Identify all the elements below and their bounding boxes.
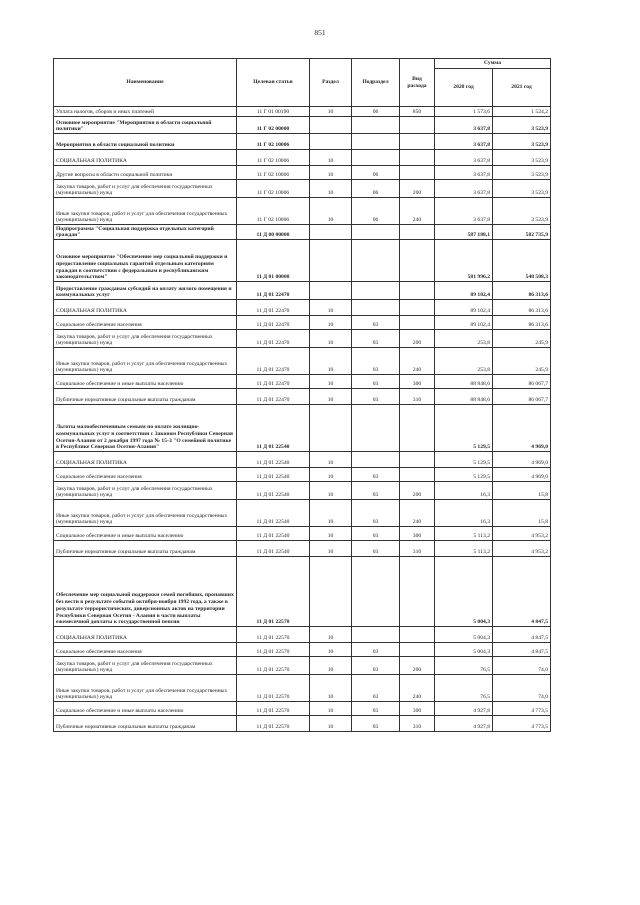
- row-name: Иные закупки товаров, работ и услуг для обеспечения государственных (муниципальных) нужд: [54, 348, 237, 375]
- row-expense-type: [400, 240, 435, 282]
- row-section: 10: [310, 500, 352, 527]
- row-subsection: 06: [352, 198, 400, 225]
- row-sum-2021: 3 523,9: [493, 150, 551, 166]
- header-code: Целевая статья: [237, 59, 310, 107]
- row-name: Основное мероприятие "Обеспечение мер социальной поддержки и предоставление социальных гарантий отдельным категориям граждан в соответствии с федеральным и республиканским законодательством": [54, 240, 237, 282]
- row-sum-2021: 548 508,3: [493, 240, 551, 282]
- row-subsection: 03: [352, 716, 400, 732]
- row-section: 10: [310, 482, 352, 500]
- row-section: 10: [310, 452, 352, 468]
- row-subsection: 03: [352, 702, 400, 716]
- row-section: [310, 240, 352, 282]
- table-header: [54, 59, 551, 107]
- row-section: 10: [310, 316, 352, 330]
- row-expense-type: [400, 166, 435, 180]
- row-name: Социальное обеспечение и иные выплаты населению: [54, 527, 237, 541]
- row-sum-2021: 15,8: [493, 482, 551, 500]
- row-subsection: [352, 557, 400, 627]
- table-row: [54, 541, 551, 557]
- row-subsection: 03: [352, 482, 400, 500]
- row-target-code: 11 Д 01 00000: [237, 240, 310, 282]
- row-section: 10: [310, 675, 352, 702]
- row-subsection: 03: [352, 657, 400, 675]
- row-target-code: 11 Г 02 10006: [237, 180, 310, 198]
- row-expense-type: [400, 643, 435, 657]
- header-sum: Сумма: [435, 59, 551, 69]
- row-section: 10: [310, 527, 352, 541]
- row-name: Основное мероприятие "Мероприятия в области социальной политики": [54, 117, 237, 134]
- row-section: 10: [310, 627, 352, 643]
- row-subsection: 03: [352, 348, 400, 375]
- table-row: [54, 405, 551, 452]
- row-target-code: 11 Д 01 22540: [237, 541, 310, 557]
- row-target-code: 11 Д 01 22570: [237, 557, 310, 627]
- table-row: [54, 198, 551, 225]
- row-name: Закупка товаров, работ и услуг для обеспечения государственных (муниципальных) нужд: [54, 330, 237, 348]
- row-name: Социальное обеспечение населения: [54, 643, 237, 657]
- table-row: [54, 107, 551, 117]
- table-row: [54, 375, 551, 389]
- row-subsection: 03: [352, 500, 400, 527]
- row-expense-type: 300: [400, 702, 435, 716]
- row-expense-type: [400, 282, 435, 300]
- table-row: [54, 282, 551, 300]
- row-name: Предоставление гражданам субсидий на оплату жилого помещения и коммунальных услуг: [54, 282, 237, 300]
- row-target-code: 11 Г 02 10006: [237, 150, 310, 166]
- row-expense-type: [400, 134, 435, 150]
- table-row: [54, 675, 551, 702]
- table-row: [54, 468, 551, 482]
- row-sum-2020: 3 637,8: [435, 198, 493, 225]
- row-sum-2020: 4 927,8: [435, 716, 493, 732]
- table-row: [54, 180, 551, 198]
- table-row: [54, 627, 551, 643]
- row-sum-2021: 4 953,2: [493, 527, 551, 541]
- row-target-code: 11 Г 02 10006: [237, 198, 310, 225]
- row-subsection: 06: [352, 107, 400, 117]
- row-expense-type: 240: [400, 500, 435, 527]
- row-target-code: 11 Д 01 22470: [237, 375, 310, 389]
- row-sum-2021: 245,9: [493, 330, 551, 348]
- row-target-code: 11 Д 01 22470: [237, 348, 310, 375]
- row-expense-type: [400, 117, 435, 134]
- row-subsection: [352, 282, 400, 300]
- row-expense-type: 310: [400, 389, 435, 405]
- row-sum-2020: 3 637,8: [435, 150, 493, 166]
- row-sum-2021: 86 313,6: [493, 300, 551, 316]
- row-section: 10: [310, 657, 352, 675]
- table-row: [54, 527, 551, 541]
- row-sum-2021: 582 735,9: [493, 225, 551, 240]
- row-sum-2020: 3 637,8: [435, 166, 493, 180]
- row-section: 10: [310, 300, 352, 316]
- row-sum-2020: 5 129,5: [435, 405, 493, 452]
- table-row: [54, 482, 551, 500]
- row-name: Мероприятия в области социальной политики: [54, 134, 237, 150]
- row-name: Закупка товаров, работ и услуг для обеспечения государственных (муниципальных) нужд: [54, 180, 237, 198]
- row-name: СОЦИАЛЬНАЯ ПОЛИТИКА: [54, 627, 237, 643]
- row-sum-2021: 4 953,2: [493, 541, 551, 557]
- row-sum-2021: 4 773,5: [493, 702, 551, 716]
- row-subsection: 03: [352, 541, 400, 557]
- row-expense-type: 310: [400, 716, 435, 732]
- row-sum-2020: 5 004,3: [435, 643, 493, 657]
- row-subsection: [352, 150, 400, 166]
- row-name: Подпрограмма "Социальная поддержка отдельных категорий граждан": [54, 225, 237, 240]
- row-subsection: [352, 240, 400, 282]
- row-sum-2020: 5 004,3: [435, 557, 493, 627]
- row-subsection: [352, 405, 400, 452]
- row-target-code: 11 Д 01 22570: [237, 657, 310, 675]
- row-target-code: 11 Д 01 22570: [237, 716, 310, 732]
- row-target-code: 11 Д 01 22570: [237, 643, 310, 657]
- table-row: [54, 240, 551, 282]
- row-sum-2020: 88 848,6: [435, 389, 493, 405]
- table-row: [54, 389, 551, 405]
- row-name: Социальное обеспечение населения: [54, 316, 237, 330]
- table-row: [54, 150, 551, 166]
- row-expense-type: [400, 468, 435, 482]
- row-expense-type: 240: [400, 675, 435, 702]
- row-section: 10: [310, 643, 352, 657]
- row-sum-2021: 3 523,9: [493, 166, 551, 180]
- row-expense-type: [400, 300, 435, 316]
- row-target-code: 11 Д 01 22540: [237, 468, 310, 482]
- row-expense-type: [400, 225, 435, 240]
- row-expense-type: [400, 452, 435, 468]
- table-body: [54, 107, 551, 732]
- row-expense-type: [400, 557, 435, 627]
- row-name: Иные закупки товаров, работ и услуг для обеспечения государственных (муниципальных) нужд: [54, 675, 237, 702]
- row-sum-2020: 4 927,8: [435, 702, 493, 716]
- row-sum-2020: 581 996,2: [435, 240, 493, 282]
- row-section: 10: [310, 541, 352, 557]
- row-section: 10: [310, 330, 352, 348]
- table-row: [54, 134, 551, 150]
- row-name: Социальное обеспечение населения: [54, 468, 237, 482]
- row-name: СОЦИАЛЬНАЯ ПОЛИТИКА: [54, 452, 237, 468]
- row-expense-type: [400, 627, 435, 643]
- row-sum-2021: 3 523,9: [493, 198, 551, 225]
- row-sum-2021: 3 523,9: [493, 134, 551, 150]
- table-row: [54, 452, 551, 468]
- row-target-code: 11 Д 01 22540: [237, 500, 310, 527]
- row-expense-type: [400, 316, 435, 330]
- row-name: Льготы малообеспеченным семьям по оплате жилищно-коммунальных услуг в соответствии с Законом Республики Северная Осетия-Алания от 2 декабря 1997 года № 15-З "О семейной политике в Республике Северная Осетия-Алания": [54, 405, 237, 452]
- row-section: 10: [310, 468, 352, 482]
- header-subsection: Подраздел: [352, 59, 400, 107]
- row-target-code: 11 Д 01 22470: [237, 316, 310, 330]
- table-row: [54, 702, 551, 716]
- row-sum-2021: 4 969,0: [493, 405, 551, 452]
- row-expense-type: 310: [400, 541, 435, 557]
- row-name: Закупка товаров, работ и услуг для обеспечения государственных (муниципальных) нужд: [54, 482, 237, 500]
- row-expense-type: 300: [400, 375, 435, 389]
- row-subsection: 06: [352, 180, 400, 198]
- row-subsection: 03: [352, 389, 400, 405]
- row-target-code: 11 Д 01 22540: [237, 452, 310, 468]
- row-target-code: 11 Д 01 22570: [237, 627, 310, 643]
- row-expense-type: 240: [400, 198, 435, 225]
- row-subsection: [352, 627, 400, 643]
- row-sum-2020: 3 637,8: [435, 134, 493, 150]
- row-subsection: [352, 300, 400, 316]
- page-number: 851: [314, 28, 326, 37]
- row-name: Другие вопросы в области социальной политики: [54, 166, 237, 180]
- row-sum-2020: 5 113,2: [435, 541, 493, 557]
- row-target-code: 11 Г 02 10006: [237, 134, 310, 150]
- row-sum-2020: 253,8: [435, 348, 493, 375]
- row-name: Публичные нормативные социальные выплаты гражданам: [54, 716, 237, 732]
- row-expense-type: 200: [400, 180, 435, 198]
- row-sum-2020: 253,8: [435, 330, 493, 348]
- row-sum-2020: 89 102,4: [435, 300, 493, 316]
- table-row: [54, 643, 551, 657]
- row-sum-2020: 5 129,5: [435, 468, 493, 482]
- row-section: 10: [310, 107, 352, 117]
- row-section: 10: [310, 180, 352, 198]
- row-expense-type: 200: [400, 657, 435, 675]
- row-target-code: 11 Г 02 10006: [237, 166, 310, 180]
- row-subsection: 03: [352, 468, 400, 482]
- row-target-code: 11 Д 00 00000: [237, 225, 310, 240]
- table-row: [54, 300, 551, 316]
- row-sum-2020: 76,5: [435, 675, 493, 702]
- row-subsection: 06: [352, 166, 400, 180]
- row-sum-2020: 5 129,5: [435, 452, 493, 468]
- row-name: Иные закупки товаров, работ и услуг для обеспечения государственных (муниципальных) нужд: [54, 198, 237, 225]
- row-sum-2021: 4 847,5: [493, 643, 551, 657]
- row-expense-type: [400, 405, 435, 452]
- table-row: [54, 225, 551, 240]
- row-sum-2020: 89 102,4: [435, 282, 493, 300]
- row-section: [310, 557, 352, 627]
- row-subsection: 03: [352, 330, 400, 348]
- row-sum-2021: 86 067,7: [493, 389, 551, 405]
- row-target-code: 11 Д 01 22540: [237, 482, 310, 500]
- row-subsection: [352, 225, 400, 240]
- budget-table: [53, 58, 551, 732]
- row-sum-2021: 1 524,2: [493, 107, 551, 117]
- row-target-code: 11 Д 01 22470: [237, 389, 310, 405]
- row-section: [310, 134, 352, 150]
- row-subsection: 03: [352, 375, 400, 389]
- row-section: 10: [310, 716, 352, 732]
- row-sum-2020: 5 004,3: [435, 627, 493, 643]
- table-row: [54, 557, 551, 627]
- row-subsection: 03: [352, 643, 400, 657]
- row-section: 10: [310, 702, 352, 716]
- row-name: Публичные нормативные социальные выплаты гражданам: [54, 389, 237, 405]
- row-target-code: 11 Д 01 22540: [237, 405, 310, 452]
- row-name: Иные закупки товаров, работ и услуг для обеспечения государственных (муниципальных) нужд: [54, 500, 237, 527]
- table-row: [54, 316, 551, 330]
- row-name: Социальное обеспечение и иные выплаты населению: [54, 375, 237, 389]
- table-row: [54, 348, 551, 375]
- row-sum-2021: 74,0: [493, 675, 551, 702]
- row-subsection: 03: [352, 316, 400, 330]
- row-expense-type: 850: [400, 107, 435, 117]
- row-name: Закупка товаров, работ и услуг для обеспечения государственных (муниципальных) нужд: [54, 657, 237, 675]
- row-section: [310, 225, 352, 240]
- row-sum-2021: 86 067,7: [493, 375, 551, 389]
- row-subsection: [352, 452, 400, 468]
- row-sum-2020: 1 573,6: [435, 107, 493, 117]
- row-name: Социальное обеспечение и иные выплаты населению: [54, 702, 237, 716]
- row-section: [310, 117, 352, 134]
- row-sum-2021: 4 847,5: [493, 557, 551, 627]
- row-sum-2020: 16,3: [435, 482, 493, 500]
- row-section: 10: [310, 198, 352, 225]
- row-sum-2020: 16,3: [435, 500, 493, 527]
- row-name: Уплата налогов, сборов и иных платежей: [54, 107, 237, 117]
- row-sum-2021: 86 313,6: [493, 316, 551, 330]
- row-expense-type: 200: [400, 330, 435, 348]
- row-target-code: 11 Д 01 22540: [237, 527, 310, 541]
- row-target-code: 11 Г 02 00000: [237, 117, 310, 134]
- table-row: [54, 716, 551, 732]
- table-row: [54, 166, 551, 180]
- row-sum-2021: 4 969,0: [493, 452, 551, 468]
- row-sum-2021: 15,8: [493, 500, 551, 527]
- table-row: [54, 117, 551, 134]
- row-sum-2021: 245,9: [493, 348, 551, 375]
- row-section: 10: [310, 389, 352, 405]
- row-name: СОЦИАЛЬНАЯ ПОЛИТИКА: [54, 300, 237, 316]
- row-section: 10: [310, 150, 352, 166]
- row-sum-2020: 3 637,8: [435, 180, 493, 198]
- header-section: Раздел: [310, 59, 352, 107]
- row-sum-2021: 4 847,5: [493, 627, 551, 643]
- row-subsection: 03: [352, 527, 400, 541]
- header-year-2020: 2020 год: [435, 69, 493, 107]
- row-sum-2020: 3 637,8: [435, 117, 493, 134]
- row-expense-type: 240: [400, 348, 435, 375]
- row-sum-2020: 5 113,2: [435, 527, 493, 541]
- row-section: 10: [310, 166, 352, 180]
- table-row: [54, 500, 551, 527]
- row-sum-2021: 4 969,0: [493, 468, 551, 482]
- header-expense-type: Вид расхода: [400, 59, 435, 107]
- row-name: Обеспечение мер социальной поддержки семей погибших, пропавших без вести в результате событий октября-ноября 1992 года, а также в результате террористических, диверсионных актов на территории Республики Северная Осетия - Алания в части выплаты ежемесячной доплаты к государственной пенсии: [54, 557, 237, 627]
- header-name: Наименование: [54, 59, 237, 107]
- header-year-2021: 2021 год: [493, 69, 551, 107]
- row-target-code: 11 Г 01 00190: [237, 107, 310, 117]
- row-subsection: [352, 134, 400, 150]
- row-section: [310, 405, 352, 452]
- row-section: [310, 282, 352, 300]
- row-section: 10: [310, 375, 352, 389]
- row-sum-2020: 89 102,4: [435, 316, 493, 330]
- row-target-code: 11 Д 01 22570: [237, 675, 310, 702]
- row-name: Публичные нормативные социальные выплаты гражданам: [54, 541, 237, 557]
- row-section: 10: [310, 348, 352, 375]
- row-expense-type: 200: [400, 482, 435, 500]
- row-sum-2021: 4 773,5: [493, 716, 551, 732]
- row-sum-2021: 3 523,9: [493, 180, 551, 198]
- table-row: [54, 330, 551, 348]
- row-subsection: [352, 117, 400, 134]
- row-subsection: 03: [352, 675, 400, 702]
- row-target-code: 11 Д 01 22470: [237, 330, 310, 348]
- row-expense-type: [400, 150, 435, 166]
- row-sum-2020: 76,5: [435, 657, 493, 675]
- row-target-code: 11 Д 01 22570: [237, 702, 310, 716]
- row-sum-2021: 3 523,9: [493, 117, 551, 134]
- row-name: СОЦИАЛЬНАЯ ПОЛИТИКА: [54, 150, 237, 166]
- row-sum-2020: 88 848,6: [435, 375, 493, 389]
- row-expense-type: 300: [400, 527, 435, 541]
- row-sum-2021: 86 313,6: [493, 282, 551, 300]
- table-row: [54, 657, 551, 675]
- row-target-code: 11 Д 01 22470: [237, 282, 310, 300]
- row-sum-2020: 587 188,1: [435, 225, 493, 240]
- row-sum-2021: 74,0: [493, 657, 551, 675]
- row-target-code: 11 Д 01 22470: [237, 300, 310, 316]
